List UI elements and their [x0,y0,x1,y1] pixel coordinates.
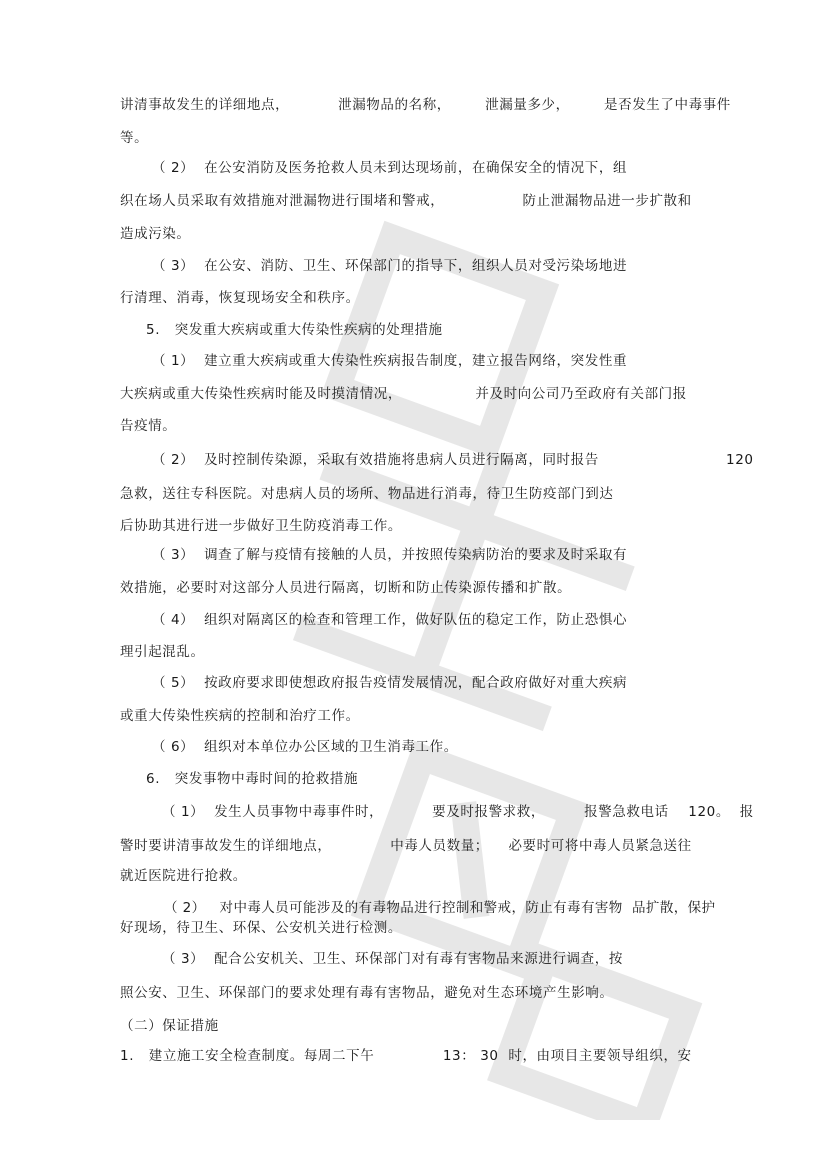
text-line: 讲清事故发生的详细地点， 泄漏物品的名称， 泄漏量多少， 是否发生了中毒事件 [120,97,731,113]
text-line: 等。 [120,130,149,146]
text-line: （ 5） 按政府要求即使想政府报告疫情发展情况，配合政府做好对重大疾病 [152,675,628,691]
text-line: （ 3） 调查了解与疫情有接触的人员，并按照传染病防治的要求及时采取有 [152,547,628,563]
text-line: 造成污染。 [120,226,191,242]
text-line: 后协助其进行进一步做好卫生防疫消毒工作。 [120,518,402,534]
section-heading: 5. 突发重大疾病或重大传染性疾病的处理措施 [146,322,443,338]
text-line: （ 6） 组织对本单位办公区域的卫生消毒工作。 [152,739,458,755]
text-line: （ 3） 配合公安机关、卫生、环保部门对有毒有害物品来源进行调查，按 [162,951,623,967]
text-line: 警时要讲清事故发生的详细地点， 中毒人员数量； 必要时可将中毒人员紧急送往 [120,838,692,854]
text-line: 或重大传染性疾病的控制和治疗工作。 [120,708,360,724]
section-heading: （二）保证措施 [120,1018,219,1034]
text-line: （ 1） 发生人员事物中毒事件时， 要及时报警求救， 报警急救电话 120。 报 [162,804,754,820]
text-line: （ 2） 对中毒人员可能涉及的有毒物品进行控制和警戒，防止有毒有害物 品扩散，保护 [164,900,716,916]
section-heading: 6. 突发事物中毒时间的抢救措施 [146,771,359,787]
text-line: （ 2） 在公安消防及医务抢救人员未到达现场前，在确保安全的情况下，组 [152,160,628,176]
text-line: 告疫情。 [120,418,177,434]
text-line: 好现场，待卫生、环保、公安机关进行检测。 [120,920,402,936]
text-line: 理引起混乱。 [120,644,205,660]
text-line: （ 3） 在公安、消防、卫生、环保部门的指导下，组织人员对受污染场地进 [152,258,628,274]
text-line: （ 2） 及时控制传染源，采取有效措施将患病人员进行隔离，同时报告 120 [152,452,754,468]
text-line: 效措施，必要时对这部分人员进行隔离，切断和防止传染源传播和扩散。 [120,580,572,596]
text-line: （ 1） 建立重大疾病或重大传染性疾病报告制度，建立报告网络，突发性重 [152,353,628,369]
text-line: 大疾病或重大传染性疾病时能及时摸清情况， 并及时向公司乃至政府有关部门报 [120,386,687,402]
text-line: 行清理、消毒，恢复现场安全和秩序。 [120,290,360,306]
text-line: 1. 建立施工安全检查制度。每周二下午 13： 30 时，由项目主要领导组织，安 [120,1048,692,1064]
text-line: （ 4） 组织对隔离区的检查和管理工作，做好队伍的稳定工作，防止恐惧心 [152,612,628,628]
text-line: 照公安、卫生、环保部门的要求处理有毒有害物品，避免对生态环境产生影响。 [120,985,614,1001]
text-line: 就近医院进行抢救。 [120,868,247,884]
text-line: 织在场人员采取有效措施对泄漏物进行围堵和警戒， 防止泄漏物品进一步扩散和 [120,193,692,209]
text-line: 急救，送往专科医院。对患病人员的场所、物品进行消毒，待卫生防疫部门到达 [120,486,614,502]
